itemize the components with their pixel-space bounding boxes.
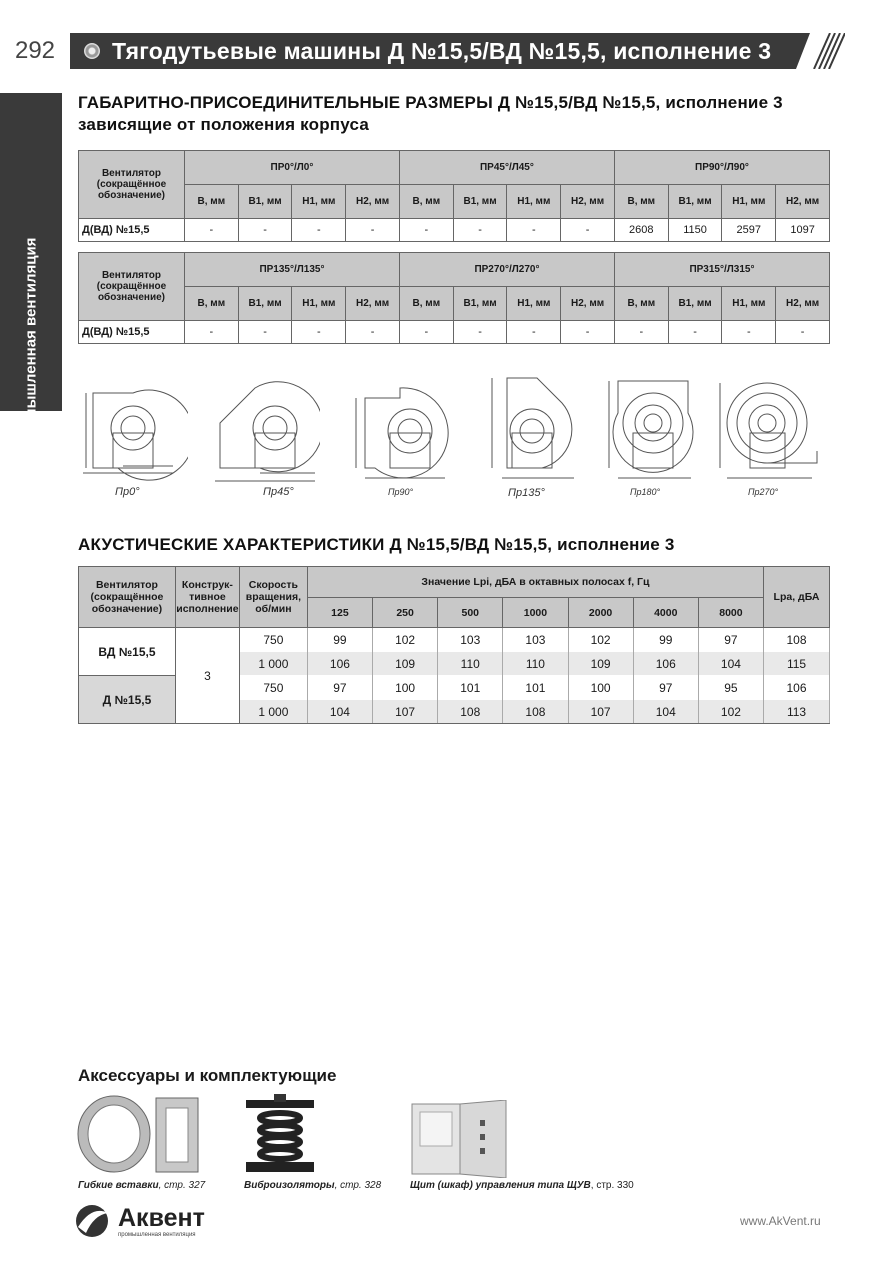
cell: 107	[568, 700, 633, 724]
lpa: 115	[764, 652, 830, 676]
dims-table-1	[78, 150, 830, 242]
flexible-insert-image[interactable]	[76, 1094, 206, 1176]
sub-header: B, мм	[399, 287, 453, 321]
cell: -	[561, 219, 615, 242]
dims-subtitle: зависящие от положения корпуса	[78, 115, 370, 134]
page-title: Тягодутьевые машины Д №15,5/ВД №15,5, исполнение 3	[112, 38, 772, 64]
cell: 108	[438, 700, 503, 724]
col-header-lpa: Lpa, дБА	[764, 567, 830, 628]
fan-drawing-45	[210, 373, 320, 488]
drawing-caption: Пр270°	[748, 487, 779, 497]
sub-header: B, мм	[399, 185, 453, 219]
cell: 106	[307, 652, 372, 676]
table-row	[79, 628, 830, 652]
accessory-page: , стр. 328	[334, 1180, 382, 1191]
cell: 108	[503, 700, 568, 724]
dims-title: ГАБАРИТНО-ПРИСОЕДИНИТЕЛЬНЫЕ РАЗМЕРЫ Д №15,5/ВД №15,5, исполнение 3	[78, 93, 783, 112]
cell: 110	[438, 652, 503, 676]
cell: -	[614, 321, 668, 344]
group-header: ПР315°/Л315°	[614, 253, 829, 287]
sub-header: B, мм	[184, 287, 238, 321]
cell: 103	[503, 628, 568, 652]
lpa: 108	[764, 628, 830, 652]
cell: 102	[373, 628, 438, 652]
accessories-title: Аксессуары и комплектующие	[78, 1066, 337, 1085]
cell: -	[238, 219, 292, 242]
cell: -	[346, 219, 400, 242]
col-header-fan: Вентилятор (сокращённое обозначение)	[79, 151, 185, 219]
sub-header: H2, мм	[561, 185, 615, 219]
accessory-name[interactable]: Щит (шкаф) управления типа ЩУВ	[410, 1180, 591, 1191]
fan-drawing-180	[603, 373, 703, 488]
cell: 104	[698, 652, 763, 676]
col-header-speed: Скорость вращения, об/мин	[239, 567, 307, 628]
sub-header: H1, мм	[292, 185, 346, 219]
cell: -	[399, 219, 453, 242]
fan-name: Д №15,5	[79, 676, 176, 724]
accessory-name[interactable]: Виброизоляторы	[244, 1180, 335, 1191]
cell: 95	[698, 676, 763, 700]
accessory-page: , стр. 327	[158, 1180, 206, 1191]
cell: 109	[373, 652, 438, 676]
cell: -	[453, 321, 507, 344]
cell: -	[507, 219, 561, 242]
fan-drawing-0	[78, 373, 188, 483]
col-header-fan: Вентилятор (сокращённое обозначение)	[79, 253, 185, 321]
logo-name: Аквент	[118, 1204, 205, 1232]
sidebar-tab	[0, 93, 62, 449]
cell: -	[346, 321, 400, 344]
drawing-caption: Пр0°	[115, 486, 140, 498]
cell: -	[238, 321, 292, 344]
freq-header: 125	[307, 598, 372, 628]
fan-drawing-270	[712, 373, 822, 488]
sub-header: B1, мм	[238, 287, 292, 321]
vibration-isolator-image[interactable]	[244, 1094, 316, 1176]
cell: 101	[438, 676, 503, 700]
cell: -	[507, 321, 561, 344]
sub-header: H2, мм	[561, 287, 615, 321]
cell: 110	[503, 652, 568, 676]
cell: -	[184, 321, 238, 344]
sub-header: H2, мм	[346, 287, 400, 321]
sub-header: B1, мм	[453, 185, 507, 219]
cell: 100	[373, 676, 438, 700]
acoustic-title: АКУСТИЧЕСКИЕ ХАРАКТЕРИСТИКИ Д №15,5/ВД №15,5, исполнение 3	[78, 535, 675, 554]
acoustic-table	[78, 566, 830, 724]
cell: 106	[633, 652, 698, 676]
cell: 1097	[776, 219, 830, 242]
cell: -	[399, 321, 453, 344]
accessory-caption[interactable]	[78, 1180, 205, 1191]
group-header: ПР90°/Л90°	[614, 151, 829, 185]
cell: 104	[633, 700, 698, 724]
sub-header: H2, мм	[346, 185, 400, 219]
bullet-icon	[84, 43, 100, 59]
freq-header: 1000	[503, 598, 568, 628]
drawing-caption: Пр180°	[630, 487, 661, 497]
sub-header: B, мм	[184, 185, 238, 219]
freq-header: 8000	[698, 598, 763, 628]
accessory-name[interactable]: Гибкие вставки	[78, 1180, 159, 1191]
page-number: 292	[0, 33, 70, 69]
freq-header: 4000	[633, 598, 698, 628]
cell: 102	[698, 700, 763, 724]
cell: -	[292, 321, 346, 344]
lpa: 106	[764, 676, 830, 700]
cell: 101	[503, 676, 568, 700]
sub-header: H2, мм	[776, 287, 830, 321]
col-header-design: Конструк-тивное исполнение	[175, 567, 239, 628]
cell: 2597	[722, 219, 776, 242]
cell: 109	[568, 652, 633, 676]
design-value: 3	[175, 628, 239, 724]
cell: 97	[698, 628, 763, 652]
group-header: ПР135°/Л135°	[184, 253, 399, 287]
sidebar-label: Промышленная вентиляция	[22, 237, 40, 449]
stripes-decoration	[805, 33, 845, 69]
speed: 750	[239, 628, 307, 652]
speed: 1 000	[239, 652, 307, 676]
cell: 104	[307, 700, 372, 724]
cell: 99	[633, 628, 698, 652]
cell: 102	[568, 628, 633, 652]
col-header-fan: Вентилятор (сокращённое обозначение)	[79, 567, 176, 628]
cell: -	[453, 219, 507, 242]
row-name: Д(ВД) №15,5	[79, 321, 185, 344]
cell: 1150	[668, 219, 722, 242]
page-header	[0, 33, 893, 69]
accessory-page: , стр. 330	[590, 1180, 634, 1191]
cell: 107	[373, 700, 438, 724]
sub-header: B1, мм	[668, 185, 722, 219]
accessory-caption[interactable]	[410, 1180, 634, 1191]
drawing-caption: Пр90°	[388, 487, 414, 497]
sub-header: B, мм	[614, 185, 668, 219]
lpa: 113	[764, 700, 830, 724]
freq-header: 250	[373, 598, 438, 628]
drawing-caption: Пр45°	[263, 486, 294, 498]
fan-drawing-90	[350, 373, 455, 488]
dims-table-2	[78, 252, 830, 344]
row-name: Д(ВД) №15,5	[79, 219, 185, 242]
sub-header: B1, мм	[668, 287, 722, 321]
cell: -	[776, 321, 830, 344]
sub-header: H1, мм	[722, 287, 776, 321]
cell: 99	[307, 628, 372, 652]
sub-header: H1, мм	[507, 287, 561, 321]
drawing-caption: Пр135°	[508, 487, 545, 499]
sub-header: H1, мм	[722, 185, 776, 219]
fan-drawing-135	[482, 373, 582, 488]
cell: 103	[438, 628, 503, 652]
fan-name: ВД №15,5	[79, 628, 176, 676]
col-header-lpi: Значение Lpi, дБА в октавных полосах f, Гц	[307, 567, 763, 598]
cell: -	[722, 321, 776, 344]
group-header: ПР270°/Л270°	[399, 253, 614, 287]
group-header: ПР45°/Л45°	[399, 151, 614, 185]
sub-header: B1, мм	[238, 185, 292, 219]
cell: 97	[633, 676, 698, 700]
sub-header: B, мм	[614, 287, 668, 321]
cell: 97	[307, 676, 372, 700]
sub-header: H1, мм	[507, 185, 561, 219]
speed: 750	[239, 676, 307, 700]
cell: -	[184, 219, 238, 242]
sub-header: B1, мм	[453, 287, 507, 321]
site-link[interactable]: www.AkVent.ru	[740, 1214, 821, 1228]
sub-header: H1, мм	[292, 287, 346, 321]
akvent-logo-icon	[72, 1203, 114, 1239]
sub-header: H2, мм	[776, 185, 830, 219]
cell: -	[668, 321, 722, 344]
freq-header: 500	[438, 598, 503, 628]
freq-header: 2000	[568, 598, 633, 628]
control-cabinet-image[interactable]	[410, 1100, 510, 1178]
cell: -	[292, 219, 346, 242]
cell: -	[561, 321, 615, 344]
speed: 1 000	[239, 700, 307, 724]
cell: 100	[568, 676, 633, 700]
group-header: ПР0°/Л0°	[184, 151, 399, 185]
accessory-caption[interactable]	[244, 1180, 381, 1191]
logo-subtitle: промышленная вентиляция	[118, 1232, 196, 1238]
cell: 2608	[614, 219, 668, 242]
